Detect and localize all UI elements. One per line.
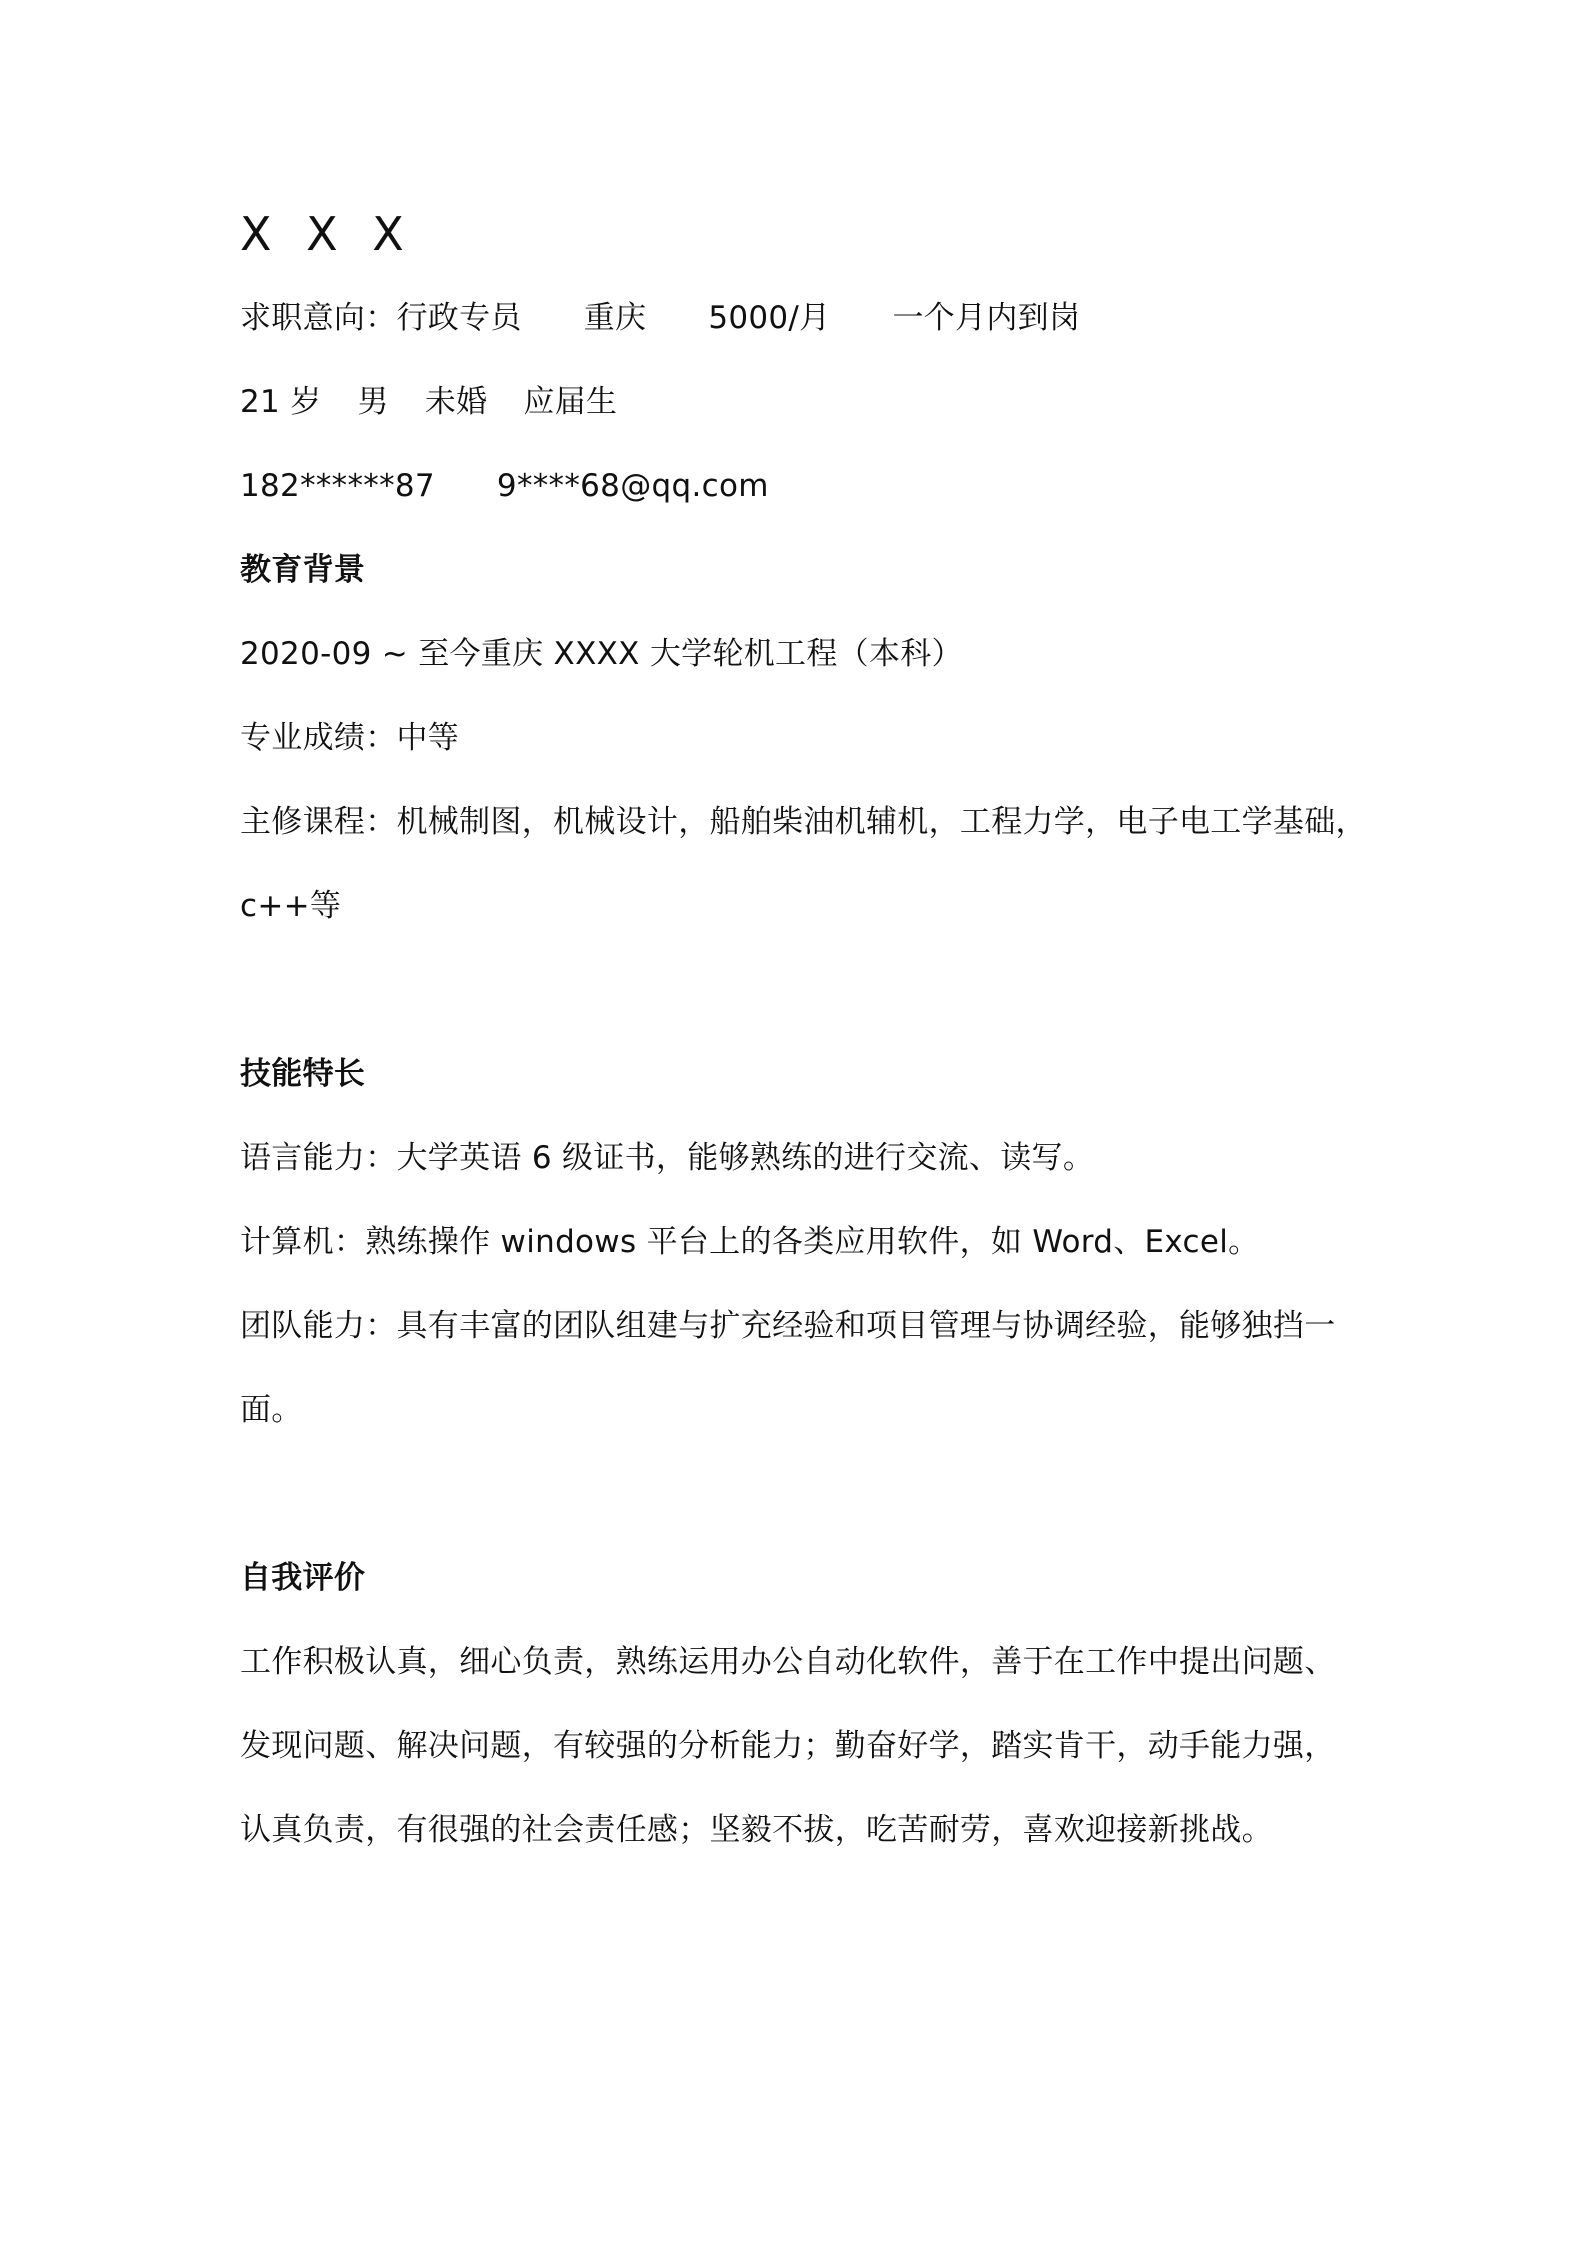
job-intent-position: 行政专员 [396, 300, 522, 336]
education-period-line: 2020-09 ~ 至今重庆 XXXX 大学轮机工程（本科） [240, 636, 963, 672]
skills-team-line-1: 团队能力：具有丰富的团队组建与扩充经验和项目管理与协调经验，能够独挡一 [240, 1308, 1336, 1344]
education-section-title: 教育背景 [240, 552, 366, 588]
personal-status: 应届生 [523, 384, 618, 420]
contact-line [240, 466, 769, 506]
skills-section-title: 技能特长 [240, 1056, 366, 1092]
candidate-name: X X X [240, 207, 414, 261]
job-intent-line [240, 298, 1080, 338]
self-eval-line-1: 工作积极认真，细心负责，熟练运用办公自动化软件，善于在工作中提出问题、 [240, 1644, 1336, 1680]
contact-email: 9****68@qq.com [496, 468, 769, 504]
self-eval-section-title: 自我评价 [240, 1560, 366, 1596]
job-intent-availability: 一个月内到岗 [892, 300, 1081, 336]
job-intent-salary: 5000/月 [708, 300, 831, 336]
skills-language-line: 语言能力：大学英语 6 级证书，能够熟练的进行交流、读写。 [240, 1140, 1095, 1176]
self-eval-line-3: 认真负责，有很强的社会责任感；坚毅不拔，吃苦耐劳，喜欢迎接新挑战。 [240, 1812, 1273, 1848]
personal-age: 21 岁 [240, 384, 322, 420]
education-courses-line-2: c++等 [240, 888, 342, 924]
personal-info-line [240, 382, 617, 422]
personal-marital: 未婚 [424, 384, 488, 420]
contact-phone: 182******87 [240, 468, 435, 504]
job-intent-city: 重庆 [583, 300, 647, 336]
education-grade-line: 专业成绩：中等 [240, 720, 460, 756]
skills-computer-line: 计算机：熟练操作 windows 平台上的各类应用软件，如 Word、Excel。 [240, 1224, 1260, 1260]
job-intent-label: 求职意向： [240, 300, 397, 336]
skills-team-line-2: 面。 [240, 1392, 303, 1428]
personal-gender: 男 [357, 384, 389, 420]
education-courses-line-1: 主修课程：机械制图，机械设计，船舶柴油机辅机，工程力学，电子电工学基础， [240, 804, 1367, 840]
self-eval-line-2: 发现问题、解决问题，有较强的分析能力；勤奋好学，踏实肯干，动手能力强， [240, 1728, 1336, 1764]
